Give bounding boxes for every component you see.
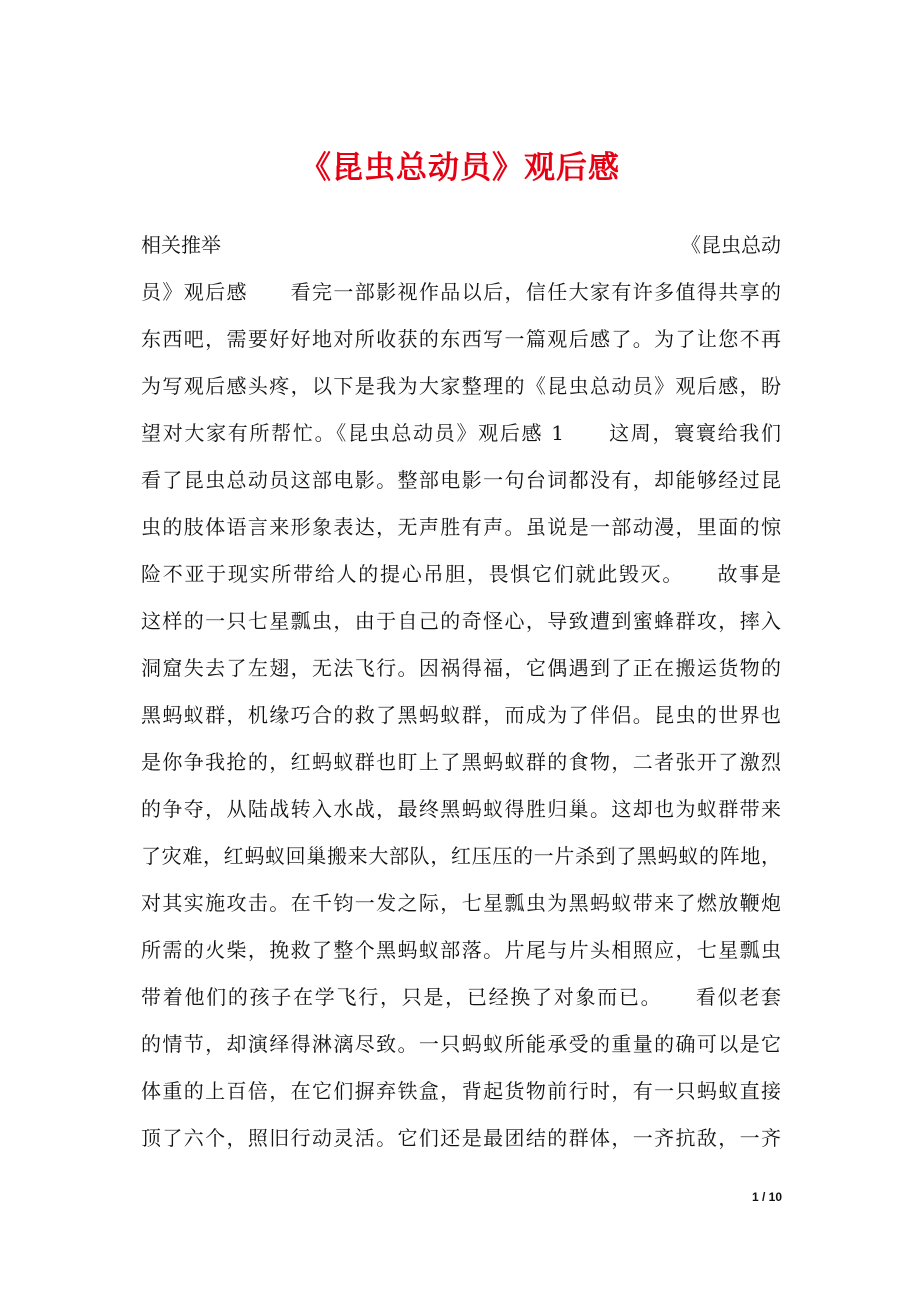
body-line: 虫的肢体语言来形象表达，无声胜有声。虽说是一部动漫，里面的惊 [141,515,781,539]
body-line: 员》观后感 看完一部影视作品以后，信任大家有许多值得共享的 [141,280,781,304]
recommend-title: 《昆虫总动 [681,233,781,257]
body-line: 险不亚于现实所带给人的提心吊胆，畏惧它们就此毁灭。 故事是 [141,562,781,586]
body-line: 的争夺，从陆战转入水战，最终黑蚂蚁得胜归巢。这却也为蚁群带来 [141,797,781,821]
recommend-label: 相关推举 [141,233,221,257]
body-line: 这样的一只七星瓢虫，由于自己的奇怪心，导致遭到蜜蜂群攻，摔入 [141,609,781,633]
document-body [141,226,781,1166]
body-line: 体重的上百倍，在它们摒弃铁盒，背起货物前行时，有一只蚂蚁直接 [141,1079,781,1103]
body-line: 是你争我抢的，红蚂蚁群也盯上了黑蚂蚁群的食物，二者张开了激烈 [141,750,781,774]
body-line: 顶了六个，照旧行动灵活。它们还是最团结的群体，一齐抗敌，一齐 [141,1126,781,1150]
body-line: 望对大家有所帮忙。《昆虫总动员》观后感 1 这周，寰寰给我们 [141,421,781,445]
body-line: 对其实施攻击。在千钧一发之际，七星瓢虫为黑蚂蚁带来了燃放鞭炮 [141,891,781,915]
body-line-first [141,226,781,273]
body-line: 的情节，却演绎得淋漓尽致。一只蚂蚁所能承受的重量的确可以是它 [141,1032,781,1056]
page-number: 1 / 10 [751,1190,782,1204]
body-line: 洞窟失去了左翅，无法飞行。因祸得福，它偶遇到了正在搬运货物的 [141,656,781,680]
body-line: 看了昆虫总动员这部电影。整部电影一句台词都没有，却能够经过昆 [141,468,781,492]
body-line: 所需的火柴，挽救了整个黑蚂蚁部落。片尾与片头相照应，七星瓢虫 [141,938,781,962]
body-line: 黑蚂蚁群，机缘巧合的救了黑蚂蚁群，而成为了伴侣。昆虫的世界也 [141,703,781,727]
body-line: 带着他们的孩子在学飞行，只是，已经换了对象而已。 看似老套 [141,985,781,1009]
body-line: 为写观后感头疼，以下是我为大家整理的《昆虫总动员》观后感，盼 [141,374,781,398]
body-line: 东西吧，需要好好地对所收获的东西写一篇观后感了。为了让您不再 [141,327,781,351]
body-line: 了灾难，红蚂蚁回巢搬来大部队，红压压的一片杀到了黑蚂蚁的阵地， [141,844,781,868]
document-title: 《昆虫总动员》观后感 [300,150,620,186]
